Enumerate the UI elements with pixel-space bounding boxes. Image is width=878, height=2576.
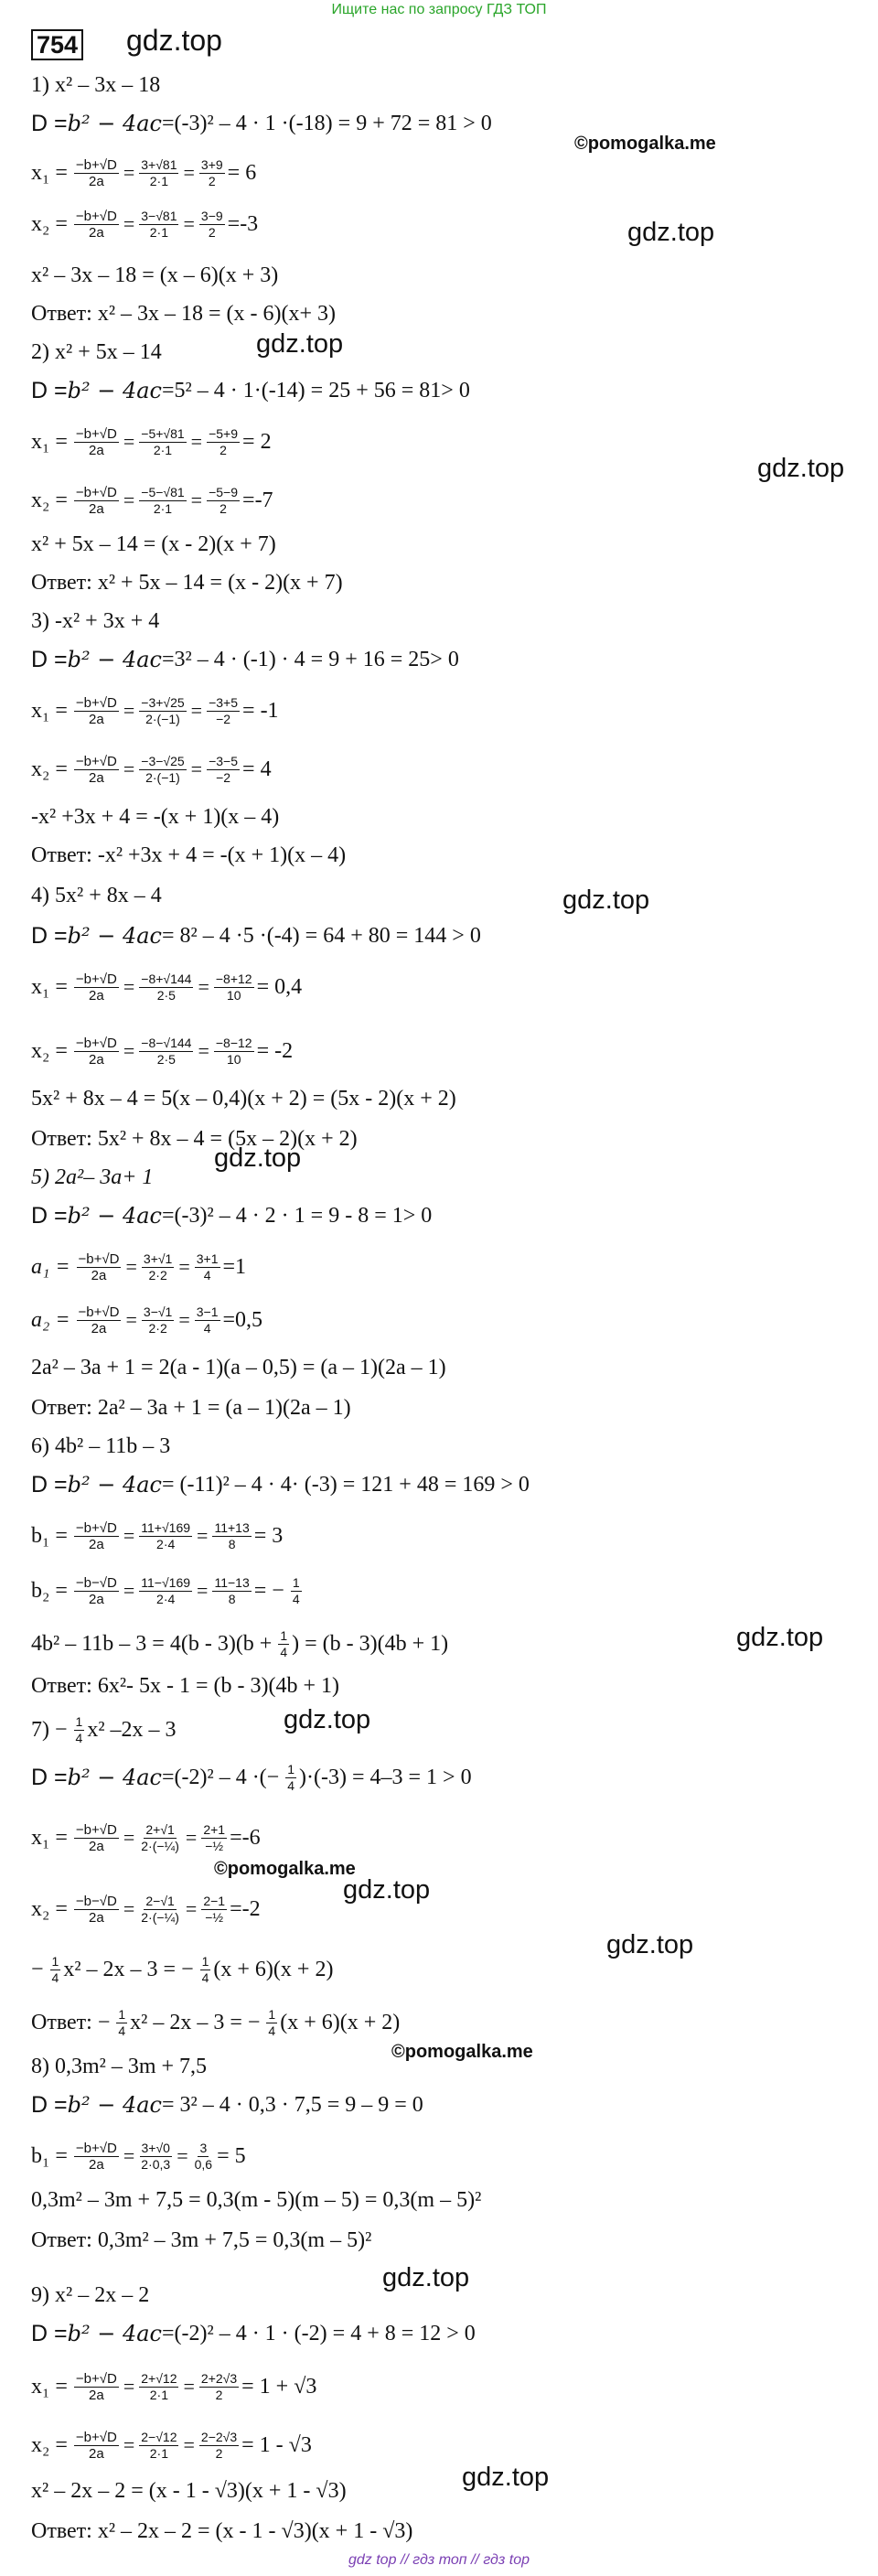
root-line-1: x₁ = $\frac{-b+√D}{2a}$ = $\frac{-5+√81}{2\cdot 1}$ = $\frac{-5+9}{2}$ = 2 [31, 425, 272, 458]
root-formula: $\frac{-b+√D}{2a}$ [75, 2429, 117, 2462]
root-formula: $\frac{-b+√D}{2a}$ [75, 1519, 117, 1552]
factorization-line: 4b² – 11b – 3 = 4(b - 3)(b + $\frac{1}{4}$ ) = (b - 3)(4b + 1) [31, 1627, 449, 1659]
factorization-line: x² – 2x – 2 = (x - 1 - √3)(x + 1 - √3) [31, 2479, 347, 2503]
root-sub-fraction: $\frac{3-√1}{2\cdot 2}$ [143, 1304, 173, 1336]
problem-title: 8) 0,3m² – 3m + 7,5 [31, 2055, 208, 2078]
gdz-watermark: gdz.top [627, 218, 715, 247]
d-label: D = [31, 110, 68, 136]
disc-formula: b² − 4ac [67, 1765, 162, 1790]
root-label: x₁ = [31, 698, 68, 723]
root-formula: $\frac{-b-√D}{2a}$ [75, 1893, 117, 1926]
factorization-line: x² – 3x – 18 = (x – 6)(x + 3) [31, 263, 279, 287]
root-line-2: x₂ = $\frac{-b-√D}{2a}$ = $\frac{2-√1}{\text{2·(−¼)}}$ = $\frac{2-1}{\text{−½}}$ =-2 [31, 1893, 261, 1926]
root-simplified-fraction: $\frac{3-1}{4}$ [196, 1304, 219, 1336]
root-line-1: a₁ = $\frac{-b+√D}{2a}$ = $\frac{3+√1}{2\cdot 2}$ = $\frac{3+1}{4}$ =1 [31, 1250, 247, 1283]
root-label: x₂ = [31, 1038, 68, 1063]
root-result: =1 [222, 1254, 247, 1279]
answer-line: Ответ: 5x² + 8x – 4 = (5x – 2)(x + 2) [31, 1127, 358, 1151]
root-line-2: x₂ = $\frac{-b+√D}{2a}$ = $\frac{2-√12}{2\cdot 1}$ = $\frac{2-2√3}{2}$ = 1 - √3 [31, 2429, 312, 2462]
root-line-1: x₁ = $\frac{-b+√D}{2a}$ = $\frac{2+√1}{\text{2·(−¼)}}$ = $\frac{2+1}{\text{−½}}$ =-6 [31, 1821, 261, 1854]
discriminant-line [31, 1464, 533, 1506]
root-sub-fraction: $\frac{2+√12}{2\cdot 1}$ [141, 2370, 177, 2402]
disc-calc: =(-3)² – 4 · 2 · 1 = 9 - 8 = 1> 0 [161, 1203, 433, 1228]
root-simplified-fraction: $\frac{2+1}{\text{−½}}$ [203, 1821, 226, 1853]
disc-formula: b² − 4ac [67, 1203, 162, 1229]
factor-fraction: $\frac{1}{4}$ [280, 1627, 288, 1659]
disc-formula: b² − 4ac [67, 923, 162, 949]
root-simplified-fraction: $\frac{2+2√3}{2}$ [200, 2370, 238, 2402]
discriminant-line [31, 2084, 427, 2126]
root-simplified-fraction: $\frac{2-2√3}{2}$ [200, 2429, 238, 2461]
root-line-1: x₁ = $\frac{-b+√D}{2a}$ = $\frac{3+√81}{2\cdot 1}$ = $\frac{3+9}{2}$ = 6 [31, 156, 257, 189]
d-label: D = [31, 922, 68, 949]
root-result: = 3 [253, 1523, 284, 1548]
answer-line: Ответ: 2a² – 3a + 1 = (a – 1)(2a – 1) [31, 1396, 351, 1420]
disc-calc: =3² – 4 · (-1) · 4 = 9 + 16 = 25> 0 [161, 647, 459, 671]
factorization-line: x² + 5x – 14 = (x - 2)(x + 7) [31, 532, 276, 556]
disc-calc: =5² – 4 · 1·(-14) = 25 + 56 = 81> 0 [161, 378, 470, 402]
problem-title: 4) 5x² + 8x – 4 [31, 884, 162, 907]
root-simplified-fraction: $\frac{-3+5}{-2}$ [209, 694, 239, 726]
root-sub-fraction: $\frac{11-√169}{2\cdot 4}$ [141, 1574, 191, 1606]
discriminant-line: D = b² − 4ac =(-2)² – 4 ·(− $\frac{1}{4}$ )·(-3) = 4–3 = 1 > 0 [31, 1761, 472, 1793]
root-sub-fraction: $\frac{-3-√25}{2\cdot(-1)}$ [141, 753, 185, 785]
disc-formula: b² − 4ac [67, 111, 162, 136]
gdz-watermark: gdz.top [462, 2463, 550, 2492]
problem-number: 754 [31, 29, 83, 60]
problem-title: 9) x² – 2x – 2 [31, 2283, 150, 2307]
root-line-2: a₂ = $\frac{-b+√D}{2a}$ = $\frac{3-√1}{2\cdot 2}$ = $\frac{3-1}{4}$ =0,5 [31, 1304, 263, 1336]
answer-line: Ответ: 6x²- 5x - 1 = (b - 3)(4b + 1) [31, 1674, 340, 1698]
title-fraction: $\frac{1}{4}$ [75, 1713, 83, 1745]
d-label: D = [31, 377, 68, 403]
gdz-watermark: gdz.top [757, 454, 845, 483]
root-simplified-fraction: $\frac{3-9}{2}$ [200, 208, 223, 240]
root-sub-fraction: $\frac{-8+√144}{2\cdot 5}$ [141, 971, 192, 1003]
root-label: x₂ = [31, 2432, 68, 2457]
root-simplified-fraction: $\frac{11+13}{8}$ [214, 1519, 250, 1551]
root-formula: $\frac{-b+√D}{2a}$ [75, 971, 117, 1004]
gdz-watermark: gdz.top [343, 1875, 431, 1905]
answer-line: Ответ: 0,3m² – 3m + 7,5 = 0,3(m – 5)² [31, 2228, 372, 2252]
gdz-watermark: gdz.top [736, 1623, 824, 1652]
root-sub-fraction: $\frac{3+√0}{2\cdot 0,3}$ [141, 2140, 171, 2172]
problem-title: 3) -x² + 3x + 4 [31, 609, 160, 633]
root-label: x₂ = [31, 1896, 68, 1921]
root-simplified-fraction: $\frac{3}{0,6}$ [194, 2140, 213, 2172]
answer-fraction: $\frac{1}{4}$ [118, 2006, 126, 2038]
root-sub-fraction: $\frac{-5-√81}{2\cdot 1}$ [141, 484, 185, 516]
root-label: x₁ = [31, 2374, 68, 2399]
gdz-watermark: gdz.top [284, 1705, 371, 1734]
root-simplified-fraction: $\frac{3+1}{4}$ [196, 1250, 219, 1283]
root-formula: $\frac{-b-√D}{2a}$ [75, 1574, 117, 1607]
root-label: x₁ = [31, 429, 68, 454]
root-formula: $\frac{-b+√D}{2a}$ [75, 2140, 117, 2173]
problem-title: 6) 4b² – 11b – 3 [31, 1434, 171, 1458]
root-label: b₁ = [31, 1523, 68, 1548]
root-line-2: x₂ = $\frac{-b+√D}{2a}$ = $\frac{3-√81}{2\cdot 1}$ = $\frac{3-9}{2}$ =-3 [31, 208, 259, 241]
root-label: x₁ = [31, 974, 68, 999]
footer-links[interactable]: gdz top // гдз топ // гдз top [348, 2552, 530, 2568]
disc-formula: b² − 4ac [67, 2321, 162, 2346]
root-formula: $\frac{-b+√D}{2a}$ [75, 753, 117, 786]
disc-formula: b² − 4ac [67, 378, 162, 403]
gdz-watermark: gdz.top [256, 329, 344, 359]
factorization-line: 5x² + 8x – 4 = 5(x – 0,4)(x + 2) = (5x - 2)(x + 2) [31, 1087, 456, 1111]
disc-calc: = 8² – 4 ·5 ·(-4) = 64 + 80 = 144 > 0 [161, 923, 481, 948]
root-label: x₂ = [31, 488, 68, 512]
root-line-1: b₁ = $\frac{-b+√D}{2a}$ = $\frac{11+√169}{2\cdot 4}$ = $\frac{11+13}{8}$ = 3 [31, 1519, 284, 1552]
root-formula: $\frac{-b+√D}{2a}$ [75, 1035, 117, 1068]
root-line-2: b₂ = $\frac{-b-√D}{2a}$ = $\frac{11-√169}{2\cdot 4}$ = $\frac{11-13}{8}$ = − $\frac{1}{4}$ [31, 1574, 300, 1607]
root-line-1: x₁ = $\frac{-b+√D}{2a}$ = $\frac{-3+√25}{2\cdot(-1)}$ = $\frac{-3+5}{-2}$ = -1 [31, 694, 279, 727]
root-result: = 5 [217, 2143, 246, 2168]
root-formula: $\frac{-b+√D}{2a}$ [78, 1250, 120, 1283]
root-line-2: x₂ = $\frac{-b+√D}{2a}$ = $\frac{-3-√25}{2\cdot(-1)}$ = $\frac{-3-5}{-2}$ = 4 [31, 753, 272, 786]
root-simplified-fraction: $\frac{11-13}{8}$ [214, 1574, 250, 1606]
root-label: b₁ = [31, 2143, 68, 2168]
root-line-2: x₂ = $\frac{-b+√D}{2a}$ = $\frac{-5-√81}{2\cdot 1}$ = $\frac{-5-9}{2}$ =-7 [31, 484, 273, 517]
disc-calc: = 3² – 4 · 0,3 · 7,5 = 9 – 9 = 0 [161, 2092, 423, 2117]
d-label: D = [31, 1764, 68, 1790]
disc-calc: =(-2)² – 4 ·(− [161, 1765, 280, 1789]
root-result: = − [253, 1578, 284, 1603]
answer-line: Ответ: x² + 5x – 14 = (x - 2)(x + 7) [31, 571, 343, 595]
root-label: x₂ = [31, 757, 68, 781]
root-sub-fraction: $\frac{-5+√81}{2\cdot 1}$ [141, 425, 185, 457]
root-result: = 1 + √3 [241, 2374, 317, 2399]
root-simplified-fraction: $\frac{-5+9}{2}$ [209, 425, 239, 457]
root-result: = 2 [242, 429, 272, 454]
pomogalka-watermark: ©pomogalka.me [574, 134, 716, 154]
root-sub-fraction: $\frac{3+√1}{2\cdot 2}$ [143, 1250, 173, 1283]
d-label: D = [31, 2091, 68, 2118]
gdz-watermark: gdz.top [382, 2263, 470, 2292]
d-label: D = [31, 2320, 68, 2346]
root-formula: $\frac{-b+√D}{2a}$ [78, 1304, 120, 1336]
root-line-1: x₁ = $\frac{-b+√D}{2a}$ = $\frac{2+√12}{2\cdot 1}$ = $\frac{2+2√3}{2}$ = 1 + √3 [31, 2370, 317, 2403]
problem-title: 2) x² + 5x – 14 [31, 340, 162, 364]
discriminant-line [31, 370, 474, 412]
discriminant-line [31, 915, 485, 957]
root-simplified-fraction: $\frac{-3-5}{-2}$ [209, 753, 239, 785]
factorization-line: -x² +3x + 4 = -(x + 1)(x – 4) [31, 805, 280, 829]
gdz-watermark: gdz.top [214, 1143, 302, 1173]
root-label: x₂ = [31, 211, 68, 236]
root-result: =-3 [227, 211, 259, 236]
root-result: = 1 - √3 [241, 2432, 312, 2457]
root-sub-fraction: $\frac{2+√1}{\text{2·(−¼)}}$ [141, 1821, 179, 1853]
root-label: x₁ = [31, 160, 68, 185]
root-result: =-6 [230, 1825, 261, 1850]
root-sub-fraction: $\frac{3-√81}{2\cdot 1}$ [141, 208, 177, 240]
gdz-watermark: gdz.top [562, 886, 650, 915]
root-sub-fraction: $\frac{-3+√25}{2\cdot(-1)}$ [141, 694, 185, 726]
root-formula: $\frac{-b+√D}{2a}$ [75, 156, 117, 189]
root-formula: $\frac{-b+√D}{2a}$ [75, 208, 117, 241]
answer-line: Ответ: x² – 2x – 2 = (x - 1 - √3)(x + 1 - √3) [31, 2519, 413, 2543]
root-result-fraction: $\frac{1}{4}$ [292, 1574, 300, 1606]
factor-fraction: $\frac{1}{4}$ [201, 1953, 209, 1985]
d-label: D = [31, 1471, 68, 1497]
root-result: = 4 [242, 757, 272, 781]
root-result: = 0,4 [256, 974, 303, 999]
root-line-1: b₁ = $\frac{-b+√D}{2a}$ = $\frac{3+√0}{2\cdot 0,3}$ = $\frac{3}{0,6}$ = 5 [31, 2140, 246, 2173]
answer-line: Ответ: − $\frac{1}{4}$ x² – 2x – 3 = − $\frac{1}{4}$ (x + 6)(x + 2) [31, 2006, 401, 2038]
pomogalka-watermark: ©pomogalka.me [214, 1859, 356, 1879]
root-formula: $\frac{-b+√D}{2a}$ [75, 1821, 117, 1854]
disc-calc: =(-2)² – 4 · 1 · (-2) = 4 + 8 = 12 > 0 [161, 2321, 476, 2345]
disc-calc: = (-11)² – 4 · 4· (-3) = 121 + 48 = 169 > 0 [161, 1472, 530, 1497]
discriminant-line [31, 2313, 479, 2355]
disc-formula: b² − 4ac [67, 647, 162, 672]
search-hint-link[interactable]: Ищите нас по запросу ГДЗ ТОП [331, 2, 547, 17]
d-label: D = [31, 646, 68, 672]
root-result: =-2 [230, 1896, 261, 1921]
discriminant-line [31, 639, 463, 681]
site-brand: gdz.top [126, 24, 222, 57]
root-line-1: x₁ = $\frac{-b+√D}{2a}$ = $\frac{-8+√144}{2\cdot 5}$ = $\frac{-8+12}{10}$ = 0,4 [31, 971, 303, 1004]
root-formula: $\frac{-b+√D}{2a}$ [75, 694, 117, 727]
pomogalka-watermark: ©pomogalka.me [391, 2042, 533, 2062]
root-result: =-7 [242, 488, 273, 512]
root-line-2: x₂ = $\frac{-b+√D}{2a}$ = $\frac{-8-√144}{2\cdot 5}$ = $\frac{-8-12}{10}$ = -2 [31, 1035, 294, 1068]
root-simplified-fraction: $\frac{-8-12}{10}$ [215, 1035, 252, 1067]
answer-line: Ответ: -x² +3x + 4 = -(x + 1)(x – 4) [31, 843, 347, 867]
root-simplified-fraction: $\frac{3+9}{2}$ [200, 156, 223, 188]
disc-fraction: $\frac{1}{4}$ [287, 1761, 295, 1793]
answer-line: Ответ: x² – 3x – 18 = (x - 6)(x+ 3) [31, 302, 337, 326]
problem-title: 5) 2a²– 3a+ 1 [31, 1165, 154, 1189]
disc-formula: b² − 4ac [67, 2092, 162, 2118]
root-sub-fraction: $\frac{2-√1}{\text{2·(−¼)}}$ [141, 1893, 179, 1925]
root-label: a₂ = [31, 1307, 70, 1332]
root-result: = 6 [227, 160, 257, 185]
root-formula: $\frac{-b+√D}{2a}$ [75, 484, 117, 517]
root-sub-fraction: $\frac{3+√81}{2\cdot 1}$ [141, 156, 177, 188]
d-label: D = [31, 1202, 68, 1229]
root-label: a₁ = [31, 1254, 70, 1279]
discriminant-line [31, 1195, 435, 1237]
factorization-line: 2a² – 3a + 1 = 2(a - 1)(a – 0,5) = (a – 1)(2a – 1) [31, 1356, 446, 1379]
root-simplified-fraction: $\frac{-5-9}{2}$ [209, 484, 239, 516]
disc-calc: =(-3)² – 4 · 1 ·(-18) = 9 + 72 = 81 > 0 [161, 111, 492, 135]
root-sub-fraction: $\frac{2-√12}{2\cdot 1}$ [141, 2429, 177, 2461]
root-label: x₁ = [31, 1825, 68, 1850]
factorization-line: 0,3m² – 3m + 7,5 = 0,3(m - 5)(m – 5) = 0,3(m – 5)² [31, 2188, 482, 2212]
root-label: b₂ = [31, 1578, 68, 1603]
factorization-line: − $\frac{1}{4}$ x² – 2x – 3 = − $\frac{1}{4}$ (x + 6)(x + 2) [31, 1953, 334, 1985]
root-formula: $\frac{-b+√D}{2a}$ [75, 2370, 117, 2403]
root-result: = -2 [256, 1038, 294, 1063]
root-formula: $\frac{-b+√D}{2a}$ [75, 425, 117, 458]
discriminant-line [31, 102, 496, 145]
root-result: =0,5 [222, 1307, 263, 1332]
problem-title: 1) x² – 3x – 18 [31, 73, 161, 97]
root-sub-fraction: $\frac{-8-√144}{2\cdot 5}$ [141, 1035, 192, 1067]
root-simplified-fraction: $\frac{-8+12}{10}$ [215, 971, 252, 1003]
gdz-watermark: gdz.top [606, 1930, 694, 1959]
root-simplified-fraction: $\frac{2-1}{\text{−½}}$ [203, 1893, 226, 1925]
factor-fraction: $\frac{1}{4}$ [51, 1953, 59, 1985]
problem-title: 7) − $\frac{1}{4}$ x² –2x – 3 [31, 1713, 177, 1745]
disc-formula: b² − 4ac [67, 1472, 162, 1497]
root-result: = -1 [242, 698, 279, 723]
answer-fraction: $\frac{1}{4}$ [268, 2006, 276, 2038]
root-sub-fraction: $\frac{11+√169}{2\cdot 4}$ [141, 1519, 191, 1551]
